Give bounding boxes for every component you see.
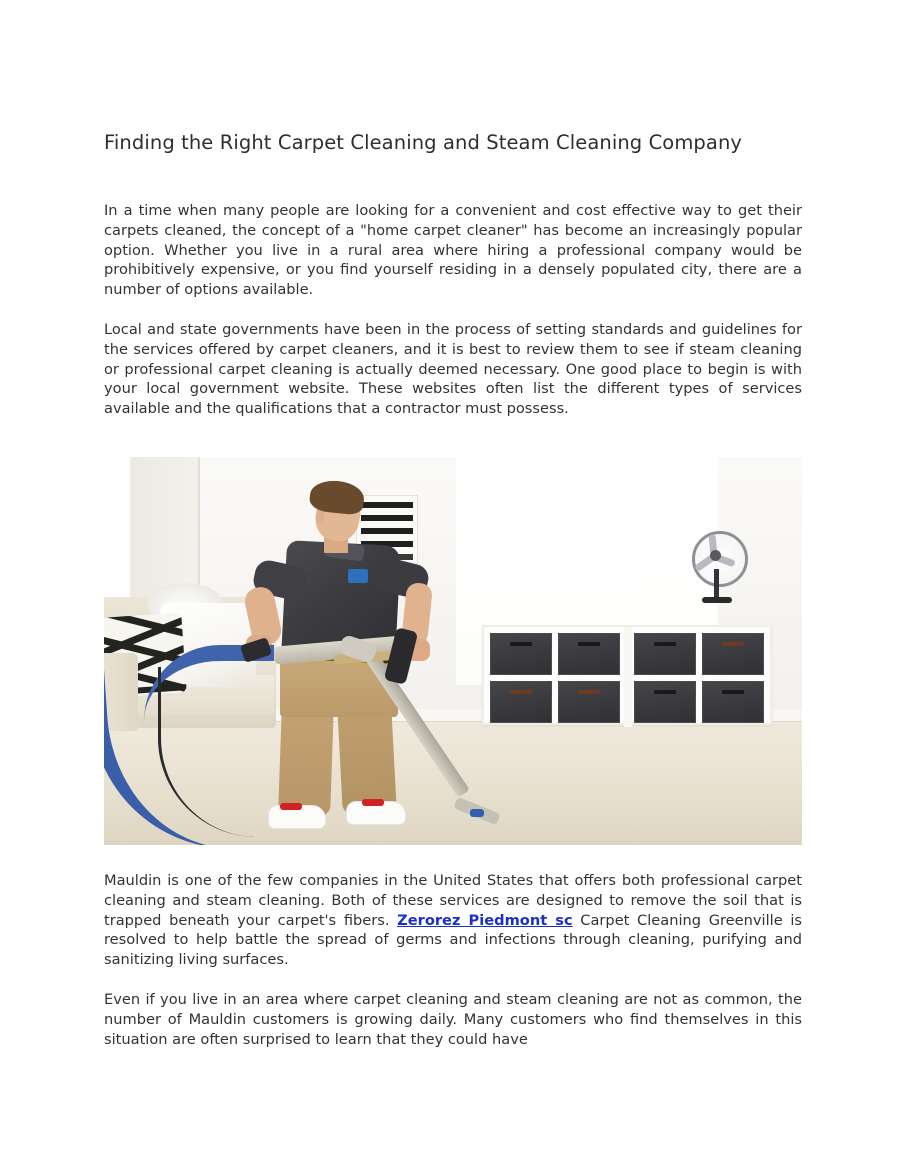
bin-handle	[654, 690, 676, 694]
company-logo-patch	[348, 569, 368, 583]
fan-stem	[714, 569, 719, 599]
wall-art-stripe	[361, 528, 413, 534]
storage-bin	[490, 681, 552, 723]
technician-left-leg	[278, 704, 334, 816]
storage-bin	[702, 681, 764, 723]
wall-art-stripe	[361, 502, 413, 508]
paragraph-3-text-before-link: Mauldin is one of the few companies in the United States that offers both professional carpet cleaning and steam cleaning. Both of these services are designed to remove the soil that is trapped beneath your carpet's fibers.	[104, 872, 802, 929]
paragraph-4: Even if you live in an area where carpet cleaning and steam cleaning are not as common, the number of Mauldin customers is growing daily. Many customers who find themselves in this situation are often surprised to learn that they could have	[104, 991, 802, 1048]
paragraph-3-text-after-link: Carpet Cleaning Greenville is resolved to help battle the spread of germs and infections through cleaning, purifying and sanitizing living surfaces.	[104, 911, 802, 969]
shoe-red-accent	[280, 803, 302, 810]
shoe-red-accent	[362, 799, 384, 806]
storage-bin	[490, 633, 552, 675]
cube-shelf-unit	[482, 625, 772, 725]
technician-right-leg	[337, 704, 397, 815]
fan-hub	[710, 550, 721, 561]
cleaning-wand-foot-accent	[470, 809, 484, 817]
carpet-cleaning-photo	[104, 457, 802, 845]
fan-base	[702, 597, 732, 603]
zerorez-piedmont-link[interactable]: Zerorez Piedmont sc	[397, 911, 573, 929]
paragraph-3	[104, 871, 802, 970]
shelf-divider	[624, 627, 632, 727]
bin-handle	[510, 642, 532, 646]
bin-handle	[722, 690, 744, 694]
technician-ear	[316, 511, 325, 523]
paragraph-1: In a time when many people are looking for a convenient and cost effective way to get their carpets cleaned, the concept of a "home carpet cleaner" has become an increasingly popular option. Whether you live in a rural area where hiring a professional company would be prohibitively expensive, or you find yourself residing in a densely populated city, there are a number of options available.	[104, 202, 802, 299]
storage-bin	[558, 633, 620, 675]
storage-bin	[634, 681, 696, 723]
bin-handle	[722, 642, 744, 646]
wall-art-stripe	[361, 515, 413, 521]
bin-handle	[578, 642, 600, 646]
left-window	[104, 457, 130, 607]
page-title: Finding the Right Carpet Cleaning and Steam Cleaning Company	[104, 131, 743, 154]
bin-handle	[510, 690, 532, 694]
storage-bin	[702, 633, 764, 675]
bin-handle	[654, 642, 676, 646]
bin-handle	[578, 690, 600, 694]
storage-bin	[634, 633, 696, 675]
storage-bin	[558, 681, 620, 723]
paragraph-2: Local and state governments have been in the process of setting standards and guidelines for the services offered by carpet cleaners, and it is best to review them to see if steam cleaning or professional carpet cleaning is actually deemed necessary. One good place to begin is with your local government website. These websites often list the different types of services available and the qualifications that a contractor must possess.	[104, 321, 802, 418]
